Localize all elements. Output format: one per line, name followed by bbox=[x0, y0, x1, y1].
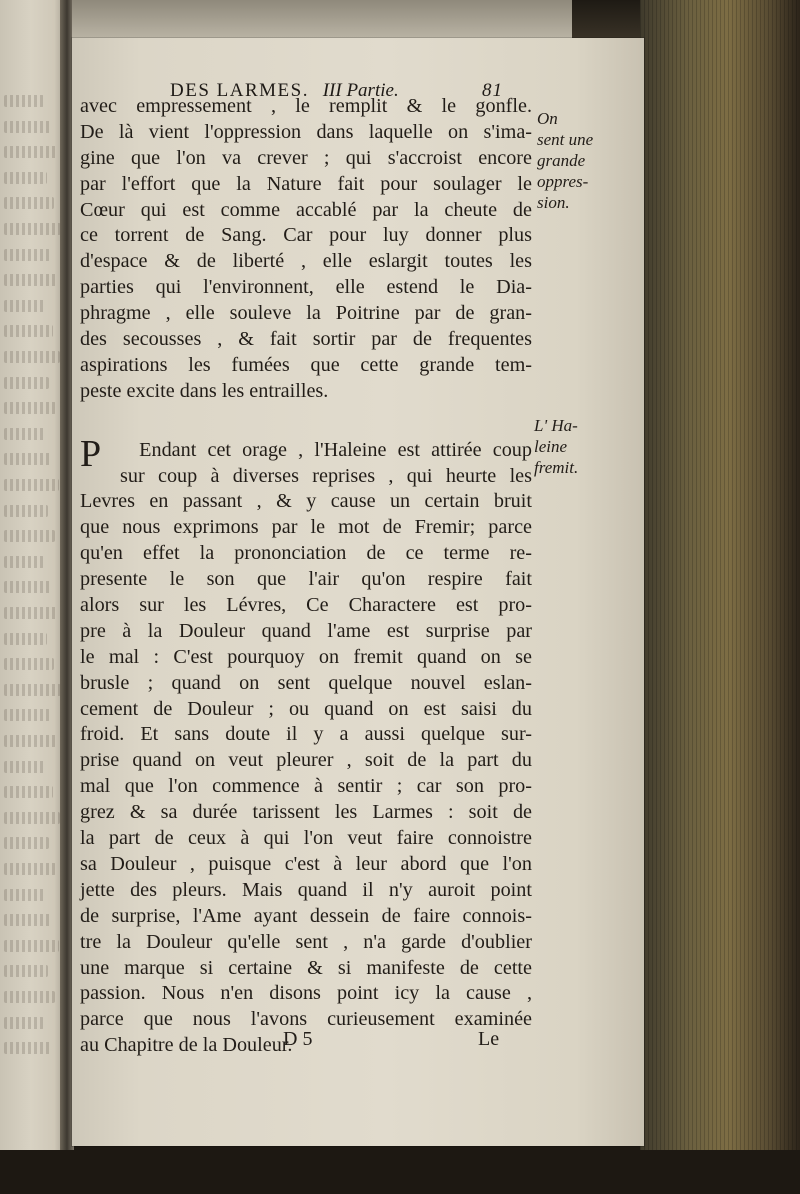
body-text bbox=[80, 94, 532, 1059]
show-through-line bbox=[4, 940, 59, 952]
text-line: sur coup à diverses reprises , qui heurte les bbox=[120, 464, 532, 487]
text-line: de surprise, l'Ame ayant dessein de faire connois- bbox=[80, 904, 532, 927]
paragraph-1 bbox=[80, 94, 532, 405]
margin-note-line: sent une bbox=[537, 130, 594, 149]
show-through-line bbox=[4, 812, 60, 824]
show-through-line bbox=[4, 351, 60, 363]
text-line: brusle ; quand on sent quelque nouvel eslan- bbox=[80, 671, 532, 694]
facing-page-fragment bbox=[0, 0, 68, 1150]
text-line: prise quand on veut pleurer , soit de la part du bbox=[80, 749, 532, 772]
margin-note-line: L' Ha- bbox=[534, 416, 578, 435]
show-through-line bbox=[4, 146, 58, 158]
margin-note-line: fremit. bbox=[534, 458, 579, 477]
show-through-line bbox=[4, 786, 53, 798]
show-through-line bbox=[4, 761, 46, 773]
show-through-line bbox=[4, 274, 57, 286]
margin-note-haleine bbox=[534, 415, 578, 478]
text-line: passion. Nous n'en disons point icy la cause , bbox=[80, 982, 532, 1005]
text-line: qu'en effet la prononciation de ce terme re- bbox=[80, 542, 532, 565]
text-line: peste excite dans les entrailles. bbox=[80, 379, 329, 402]
catchword: Le bbox=[478, 1028, 500, 1050]
signature-mark: D 5 bbox=[283, 1028, 313, 1050]
show-through-line bbox=[4, 965, 48, 977]
text-line: pre à la Douleur quand l'ame est surprise par bbox=[80, 619, 532, 642]
show-through-line bbox=[4, 505, 48, 517]
text-line: parties qui l'environnent, elle estend le Dia- bbox=[80, 276, 532, 299]
show-through-line bbox=[4, 300, 46, 312]
text-line: alors sur les Lévres, Ce Charactere est pro- bbox=[80, 594, 532, 617]
show-through-line bbox=[4, 197, 54, 209]
text-line: parce que nous l'avons curieusement examinée bbox=[80, 1008, 532, 1031]
show-through-line bbox=[4, 658, 54, 670]
show-through-line bbox=[4, 428, 45, 440]
text-line: froid. Et sans doute il y a aussi quelque sur- bbox=[80, 723, 532, 746]
show-through-line bbox=[4, 914, 52, 926]
show-through-line bbox=[4, 607, 58, 619]
paragraph-gap bbox=[80, 405, 532, 438]
show-through-line bbox=[4, 530, 55, 542]
text-line: le mal : C'est pourquoy on fremit quand on se bbox=[80, 645, 532, 668]
margin-note-line: grande bbox=[537, 151, 586, 170]
margin-note-line: sion. bbox=[537, 193, 570, 212]
text-line: au Chapitre de la Douleur. bbox=[80, 1034, 293, 1057]
text-line: mal que l'on commence à sentir ; car son pro- bbox=[80, 775, 532, 798]
show-through-line bbox=[4, 325, 53, 337]
margin-note-line: oppres- bbox=[537, 172, 589, 191]
show-through-line bbox=[4, 121, 51, 133]
show-through-line bbox=[4, 402, 56, 414]
show-through-line bbox=[4, 453, 52, 465]
page-top-shadow bbox=[72, 0, 572, 38]
show-through-line bbox=[4, 735, 57, 747]
margin-note-line: leine bbox=[534, 437, 568, 456]
text-line: aspirations les fumées que cette grande tem- bbox=[80, 353, 532, 376]
show-through-line bbox=[4, 95, 44, 107]
show-through-line bbox=[4, 1042, 51, 1054]
show-through-line bbox=[4, 837, 49, 849]
text-line: De là vient l'oppression dans laquelle on s'ima- bbox=[80, 120, 532, 143]
text-line: la part de ceux à qui l'on veut faire connoistre bbox=[80, 827, 532, 850]
show-through-line bbox=[4, 223, 61, 235]
margin-note-line: On bbox=[537, 109, 558, 128]
show-through-line bbox=[4, 172, 47, 184]
paragraph-first-line bbox=[80, 432, 532, 475]
text-line: Cœur qui est comme accablé par la cheute de bbox=[80, 198, 532, 221]
text-line: jette des pleurs. Mais quand il n'y auroit point bbox=[80, 878, 532, 901]
show-through-line bbox=[4, 377, 49, 389]
text-line: Levres en passant , & y cause un certain bruit bbox=[80, 490, 532, 513]
paragraph-2 bbox=[80, 432, 532, 1059]
text-line: sa Douleur , puisque c'est à leur abord que l'on bbox=[80, 852, 532, 875]
text-line: une marque si certaine & si manifeste de cette bbox=[80, 956, 532, 979]
text-line: grez & sa durée tarissent les Larmes : soit de bbox=[80, 801, 532, 824]
text-line: que nous exprimons par le mot de Fremir; parce bbox=[80, 516, 532, 539]
running-title: DES LARMES. bbox=[170, 80, 309, 101]
show-through-line bbox=[4, 581, 51, 593]
show-through-line bbox=[4, 479, 59, 491]
text-line: cement de Douleur ; ou quand on est saisi du bbox=[80, 697, 532, 720]
show-through-line bbox=[4, 889, 45, 901]
text-line: d'espace & de liberté , elle eslargit toutes les bbox=[80, 250, 532, 273]
text-line: ce torrent de Sang. Car pour luy donner plus bbox=[80, 224, 532, 247]
show-through-line bbox=[4, 709, 50, 721]
show-through-line bbox=[4, 1017, 44, 1029]
page-edges bbox=[640, 0, 800, 1150]
text-line: gine que l'on va crever ; qui s'accroist encore bbox=[80, 146, 532, 169]
part-label: III Partie. bbox=[322, 80, 399, 101]
show-through-line bbox=[4, 684, 61, 696]
text-line: phragme , elle souleve la Poitrine par de gran- bbox=[80, 302, 532, 325]
text-line: avec empressement , le remplit & le gonfle. bbox=[80, 95, 532, 117]
show-through-line bbox=[4, 556, 44, 568]
show-through-line bbox=[4, 991, 55, 1003]
show-through-line bbox=[4, 633, 47, 645]
text-line: par l'effort que la Nature fait pour soulager le bbox=[80, 172, 532, 195]
page-number: 81 bbox=[482, 80, 503, 101]
margin-note-oppression bbox=[537, 108, 593, 213]
show-through-line bbox=[4, 863, 56, 875]
show-through-line bbox=[4, 249, 50, 261]
text-line: des secousses , & fait sortir par de frequentes bbox=[80, 328, 532, 351]
text-line: tre la Douleur qu'elle sent , n'a garde d'oublier bbox=[80, 930, 532, 953]
first-line-text: Endant cet orage , l'Haleine est attirée coup bbox=[139, 438, 532, 461]
drop-cap: P bbox=[80, 432, 102, 475]
text-line: presente le son que l'air qu'on respire fait bbox=[80, 568, 532, 591]
